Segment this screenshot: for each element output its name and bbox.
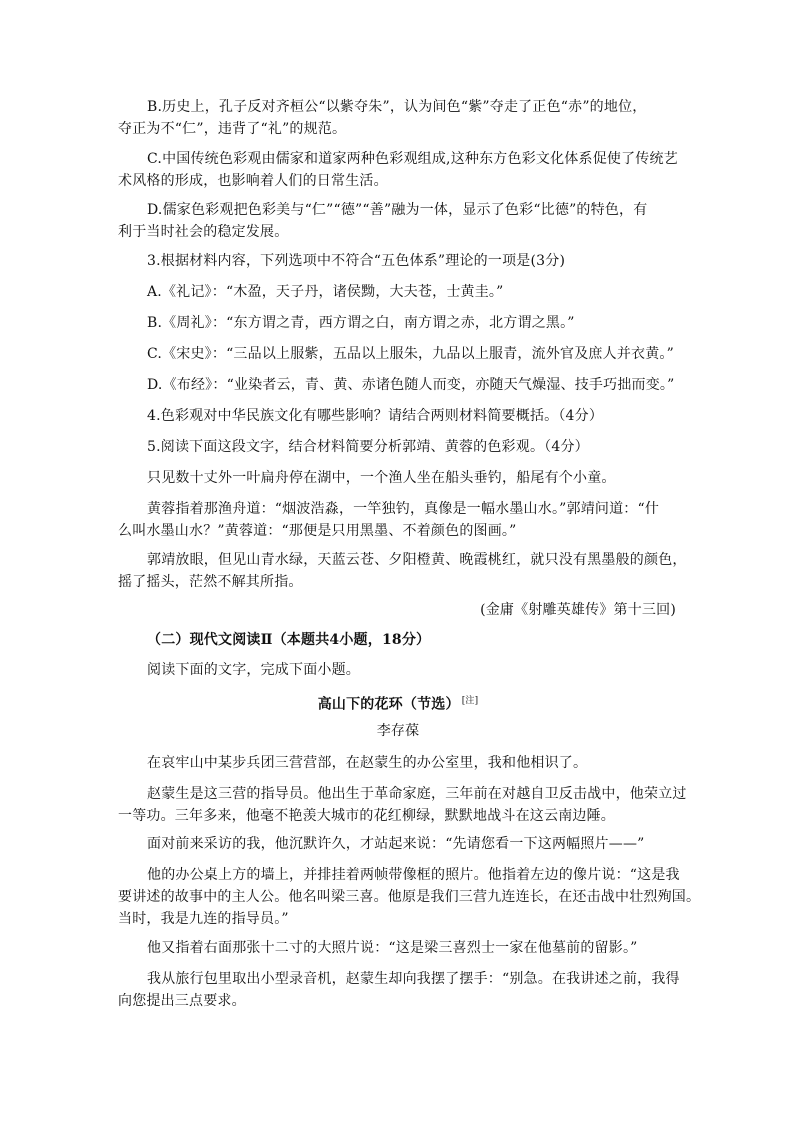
question-4: 4.色彩观对中华民族文化有哪些影响？请结合两则材料简要概括。（4分） — [147, 408, 604, 424]
story-paragraph-2-line-2: 一等功。三年多来，他毫不艳羡大城市的花红柳绿，默默地战斗在这云南边陲。 — [118, 808, 615, 824]
story-paragraph-2-line-1: 赵蒙生是这三营的指导员。他出生于革命家庭，三年前在对越自卫反击战中，他荣立过 — [147, 786, 687, 802]
story-paragraph-6-line-2: 向您提出三点要求。 — [118, 993, 246, 1009]
question-3-option-d: D.《布经》：“业染者云，青、黄、赤诸色随人而变，亦随天气燥湿、技手巧拙而变。” — [147, 377, 675, 393]
excerpt-paragraph-1: 只见数十丈外一叶扁舟停在湖中，一个渔人坐在船头垂钓，船尾有个小童。 — [147, 470, 616, 486]
option-b-line-2: 夺正为不“仁”，违背了“礼”的规范。 — [118, 121, 347, 137]
option-b-line-1: B.历史上，孔子反对齐桓公“以紫夺朱”，认为间色“紫”夺走了正色“赤”的地位， — [147, 99, 647, 115]
story-title — [118, 690, 678, 716]
story-paragraph-5: 他又指着右面那张十二寸的大照片说：“这是梁三喜烈士一家在他墓前的留影。” — [147, 940, 638, 956]
story-paragraph-4-line-1: 他的办公桌上方的墙上，并排挂着两帧带像框的照片。他指着左边的像片说：“这是我 — [147, 867, 680, 883]
question-3-option-b: B.《周礼》：“东方谓之青，西方谓之白，南方谓之赤，北方谓之黑。” — [147, 315, 575, 331]
story-author: 李存葆 — [376, 723, 420, 739]
story-paragraph-1: 在哀牢山中某步兵团三营营部，在赵蒙生的办公室里，我和他相识了。 — [147, 755, 588, 771]
option-c-line-1: C.中国传统色彩观由儒家和道家两种色彩观组成,这种东方色彩文化体系促使了传统艺 — [147, 151, 678, 167]
option-d-line-2: 利于当时社会的稳定发展。 — [118, 224, 289, 240]
excerpt-paragraph-2-line-1: 黄蓉指着那渔舟道：“烟波浩淼，一竿独钓，真像是一幅水墨山水。”郭靖问道：“什 — [147, 501, 660, 517]
story-paragraph-4-line-3: 当时，我是九连的指导员。” — [118, 911, 289, 927]
section-instruction: 阅读下面的文字，完成下面小题。 — [147, 662, 360, 678]
excerpt-paragraph-3-line-2: 摇了摇头，茫然不解其所指。 — [118, 574, 303, 590]
excerpt-paragraph-3-line-1: 郭靖放眼，但见山青水绿，天蓝云苍、夕阳橙黄、晚霞桃红，就只没有黑墨般的颜色， — [147, 552, 687, 568]
question-3-stem: 3.根据材料内容，下列选项中不符合“五色体系”理论的一项是(3分) — [147, 253, 566, 269]
story-paragraph-6-line-1: 我从旅行包里取出小型录音机，赵蒙生却向我摆了摆手：“别急。在我讲述之前，我得 — [147, 971, 680, 987]
option-d-line-1: D.儒家色彩观把色彩美与“仁”“德”“善”融为一体，显示了色彩“比德”的特色，有 — [147, 202, 648, 218]
excerpt-paragraph-2-line-2: 么叫水墨山水？”黄蓉道：“那便是只用黑墨、不着颜色的图画。” — [118, 523, 517, 539]
story-title-text: 高山下的花环（节选） — [317, 696, 460, 713]
story-paragraph-3: 面对前来采访的我，他沉默许久，才站起来说：“先请您看一下这两幅照片——” — [147, 836, 645, 852]
question-3-option-c: C.《宋史》：“三品以上服紫，五品以上服朱，九品以上服青，流外官及庶人并衣黄。” — [147, 346, 674, 362]
question-5: 5.阅读下面这段文字，结合材料简要分析郭靖、黄蓉的色彩观。（4分） — [147, 439, 589, 455]
option-c-line-2: 术风格的形成，也影响着人们的日常生活。 — [118, 173, 388, 189]
excerpt-source: (金庸《射雕英雄传》第十三回) — [480, 602, 676, 618]
story-paragraph-4-line-2: 要讲述的故事中的主人公。他名叫梁三喜。他原是我们三营九连连长，在还击战中壮烈殉国。 — [118, 889, 701, 905]
story-note-mark: [注] — [461, 696, 479, 706]
question-3-option-a: A.《礼记》：“木盈，天子丹，诸侯黝，大夫苍，士黄圭。” — [147, 284, 504, 300]
section-heading: （二）现代文阅读Ⅱ（本题共4小题，18分） — [147, 632, 431, 648]
